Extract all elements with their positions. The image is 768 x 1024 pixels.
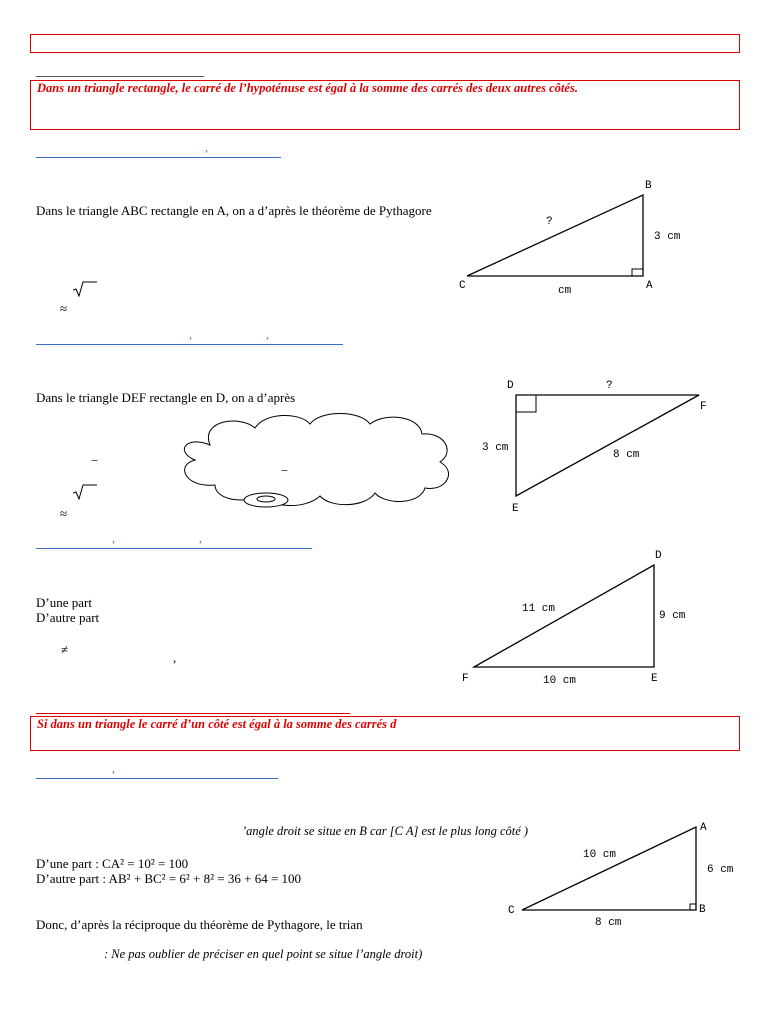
label-side-ef: 8 cm — [613, 449, 640, 461]
example4-conclusion: Donc, d’après la réciproque du théorème de Pythagore, le trian — [36, 917, 363, 932]
converse-box — [30, 716, 740, 751]
thought-cloud — [170, 410, 460, 515]
example4-line2: D’autre part : AB² + BC² = 6² + 8² = 36 + 64 = 100 — [36, 871, 302, 886]
label-f-2: F — [462, 673, 469, 685]
blue-comma-2b: , — [266, 327, 269, 341]
triangle-abc-2 — [522, 827, 696, 910]
cloud-bubble-inner — [257, 496, 275, 502]
label-c-2: C — [508, 905, 515, 917]
blue-comma-3a: , — [112, 531, 115, 545]
right-angle-mark-d — [516, 395, 536, 412]
theorem-text: Dans un triangle rectangle, le carré de l’hypoténuse est égal à la somme des carrés des deux autres côtés. — [37, 81, 578, 95]
example4-reminder: : Ne pas oublier de préciser en quel point se situe l’angle droit) — [104, 947, 423, 961]
label-d-2: D — [655, 550, 662, 562]
label-a: A — [646, 280, 653, 292]
example4-line1: D’une part : CA² = 10² = 100 — [36, 856, 189, 871]
triangle-def-2 — [474, 565, 654, 667]
triangle-abc-figure — [450, 174, 690, 299]
triangle-def-2-figure — [455, 545, 705, 690]
triangle-abc — [467, 195, 643, 276]
label-b-2: B — [699, 904, 706, 916]
label-side-ca-2: 10 cm — [583, 849, 617, 861]
label-side-de: 3 cm — [482, 442, 509, 454]
label-unknown-bc: ? — [546, 216, 553, 228]
label-side-ab-2: 6 cm — [707, 864, 734, 876]
example2-text: Dans le triangle DEF rectangle en D, on a d’après — [36, 390, 296, 405]
label-f: F — [700, 401, 707, 413]
converse-heading-underline — [36, 713, 350, 714]
label-c: C — [459, 280, 466, 292]
blue-underline-2 — [36, 344, 343, 345]
label-side-cb-2: 8 cm — [595, 917, 622, 929]
triangle-def-figure — [470, 370, 720, 520]
title-box — [30, 34, 740, 53]
sqrt-symbol-2 — [72, 484, 98, 500]
other-hand-text: D’autre part — [36, 610, 100, 625]
right-angle-note: ’angle droit se situe en B car [C A] est le plus long côté ) — [242, 824, 529, 838]
converse-text: Si dans un triangle le carré d’un côté est égal à la somme des carrés d — [37, 717, 397, 731]
label-unknown-df: ? — [606, 380, 613, 392]
label-a-2: A — [700, 822, 707, 834]
right-angle-mark-b — [690, 904, 696, 910]
blue-comma-2a: , — [189, 327, 192, 341]
blue-comma-3b: , — [199, 531, 202, 545]
label-side-ab: 3 cm — [654, 231, 681, 243]
label-b: B — [645, 180, 652, 192]
blue-underline-1 — [36, 157, 281, 158]
example1-text: Dans le triangle ABC rectangle en A, on a d’après le théorème de Pythagore — [36, 203, 432, 218]
not-equal-symbol: ≠ — [61, 642, 69, 657]
label-side-fd: 11 cm — [522, 603, 556, 615]
theorem-box — [30, 80, 740, 130]
sqrt-symbol-1 — [72, 281, 98, 297]
label-e: E — [512, 503, 519, 515]
heading-underline — [36, 76, 204, 77]
triangle-def — [516, 395, 699, 496]
blue-underline-3 — [36, 548, 312, 549]
blue-comma-1: , — [205, 140, 208, 154]
minus-symbol-2: − — [281, 463, 289, 478]
right-angle-mark-a — [632, 269, 643, 276]
label-e-2: E — [651, 673, 658, 685]
minus-symbol-1: − — [91, 453, 99, 468]
one-hand-text: D’une part — [36, 595, 92, 610]
example3-comma: , — [173, 650, 177, 665]
label-side-fe: 10 cm — [543, 675, 577, 687]
label-d: D — [507, 380, 514, 392]
label-side-de-2: 9 cm — [659, 610, 686, 622]
blue-underline-4 — [36, 778, 278, 779]
blue-comma-4: , — [112, 761, 115, 775]
approx-symbol-1: ≈ — [60, 301, 68, 316]
triangle-abc-2-figure — [500, 815, 745, 930]
label-side-ca: cm — [558, 285, 572, 297]
approx-symbol-2: ≈ — [60, 506, 68, 521]
